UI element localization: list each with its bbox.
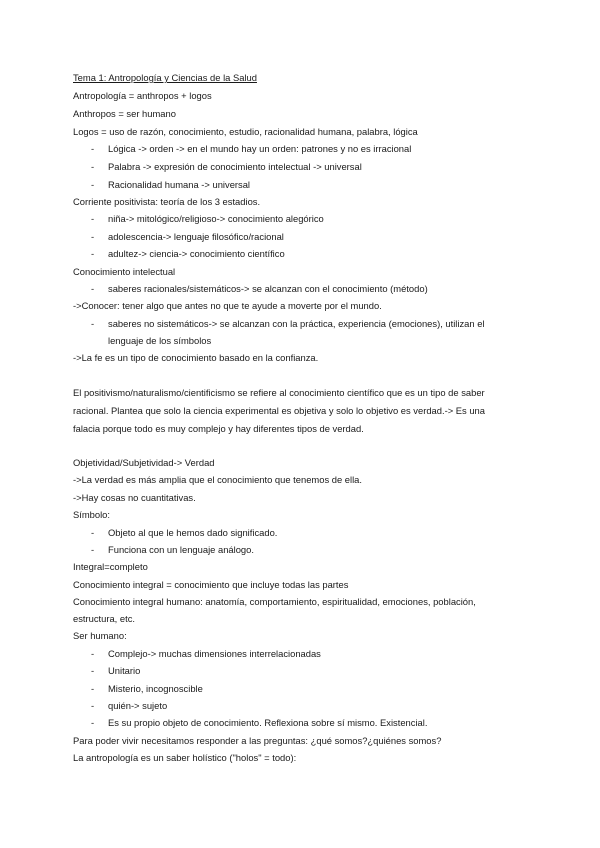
text-line: Conocimiento integral = conocimiento que incluye todas las partes	[73, 579, 349, 590]
bullet-item-continuation: lenguaje de los símbolos	[108, 335, 212, 346]
bullet-item: niña-> mitológico/religioso-> conocimiento alegórico	[108, 213, 324, 224]
bullet-marker: -	[91, 213, 95, 224]
paragraph-line: El positivismo/naturalismo/cientificismo se refiere al conocimiento científico que es un tipo de saber	[73, 387, 485, 398]
paragraph-line: racional. Plantea que solo la ciencia experimental es objetiva y solo lo objetivo es verdad.-> Es una	[73, 405, 485, 416]
text-line: Integral=completo	[73, 561, 148, 572]
text-line: Anthropos = ser humano	[73, 108, 176, 119]
text-line: Logos = uso de razón, conocimiento, estudio, racionalidad humana, palabra, lógica	[73, 126, 418, 137]
bullet-marker: -	[91, 683, 95, 694]
text-line: ->Hay cosas no cuantitativas.	[73, 492, 196, 503]
text-line: ->La fe es un tipo de conocimiento basado en la confianza.	[73, 352, 319, 363]
bullet-marker: -	[91, 179, 95, 190]
bullet-item: Es su propio objeto de conocimiento. Reflexiona sobre sí mismo. Existencial.	[108, 717, 428, 728]
text-line: Objetividad/Subjetividad-> Verdad	[73, 457, 215, 468]
document-title: Tema 1: Antropología y Ciencias de la Salud	[73, 72, 257, 83]
bullet-marker: -	[91, 248, 95, 259]
bullet-marker: -	[91, 231, 95, 242]
text-line: La antropología es un saber holístico ("holos" = todo):	[73, 752, 297, 763]
paragraph-line: falacia porque todo es muy complejo y hay diferentes tipos de verdad.	[73, 423, 364, 434]
text-line: ->Conocer: tener algo que antes no que te ayude a moverte por el mundo.	[73, 300, 382, 311]
bullet-item: Funciona con un lenguaje análogo.	[108, 544, 254, 555]
bullet-item: Lógica -> orden -> en el mundo hay un orden: patrones y no es irracional	[108, 143, 412, 154]
text-line: Símbolo:	[73, 509, 110, 520]
bullet-marker: -	[91, 544, 95, 555]
bullet-item: adultez-> ciencia-> conocimiento científico	[108, 248, 285, 259]
bullet-marker: -	[91, 717, 95, 728]
text-line: Conocimiento intelectual	[73, 266, 176, 277]
bullet-item: Misterio, incognoscible	[108, 683, 203, 694]
bullet-item: Unitario	[108, 665, 141, 676]
text-line: Corriente positivista: teoría de los 3 estadios.	[73, 196, 261, 207]
bullet-item: quién-> sujeto	[108, 700, 168, 711]
bullet-item: Palabra -> expresión de conocimiento intelectual -> universal	[108, 161, 362, 172]
bullet-marker: -	[91, 648, 95, 659]
bullet-marker: -	[91, 283, 95, 294]
bullet-item: adolescencia-> lenguaje filosófico/racional	[108, 231, 284, 242]
text-line: Antropología = anthropos + logos	[73, 90, 212, 101]
text-line: Para poder vivir necesitamos responder a las preguntas: ¿qué somos?¿quiénes somos?	[73, 735, 442, 746]
bullet-marker: -	[91, 161, 95, 172]
bullet-item: Complejo-> muchas dimensiones interrelacionadas	[108, 648, 321, 659]
text-line: estructura, etc.	[73, 613, 136, 624]
bullet-marker: -	[91, 700, 95, 711]
bullet-item: saberes racionales/sistemáticos-> se alcanzan con el conocimiento (método)	[108, 283, 428, 294]
bullet-item: Racionalidad humana -> universal	[108, 179, 251, 190]
bullet-marker: -	[91, 143, 95, 154]
bullet-marker: -	[91, 527, 95, 538]
bullet-item: saberes no sistemáticos-> se alcanzan con la práctica, experiencia (emociones), utilizan el	[108, 318, 485, 329]
bullet-item: Objeto al que le hemos dado significado.	[108, 527, 278, 538]
text-line: ->La verdad es más amplia que el conocimiento que tenemos de ella.	[73, 474, 362, 485]
bullet-marker: -	[91, 665, 95, 676]
text-line: Conocimiento integral humano: anatomía, comportamiento, espiritualidad, emociones, población,	[73, 596, 476, 607]
text-line: Ser humano:	[73, 630, 127, 641]
bullet-marker: -	[91, 318, 95, 329]
